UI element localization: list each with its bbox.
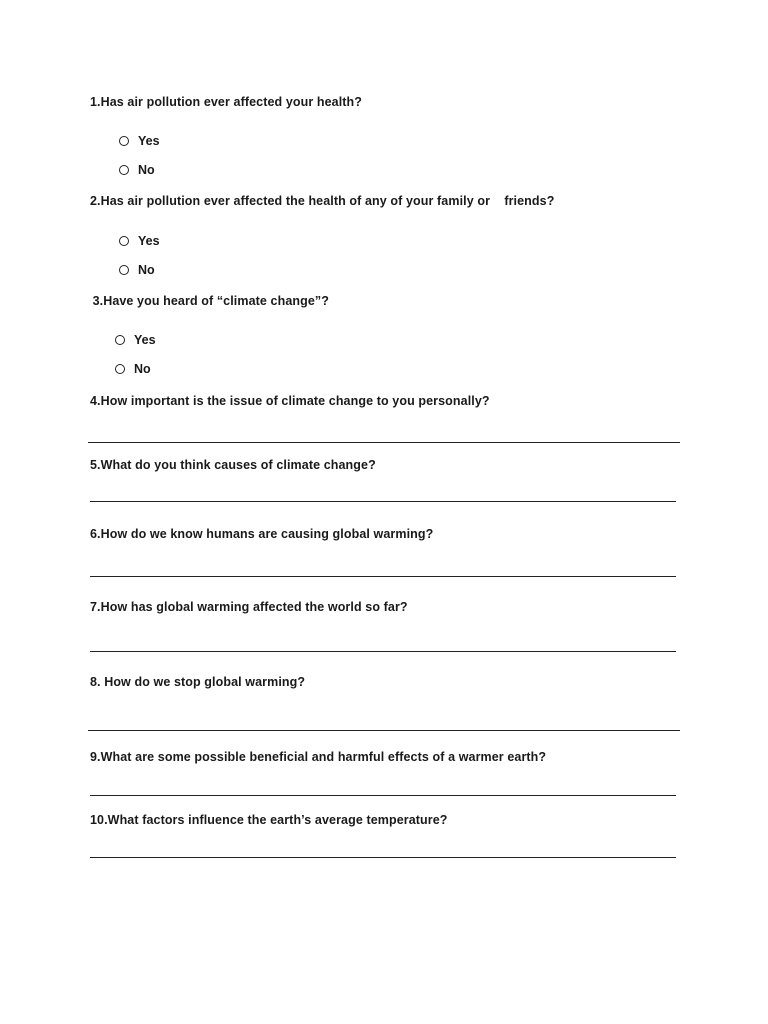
answer-line-q8[interactable] bbox=[88, 730, 680, 731]
question-8: 8. How do we stop global warming? bbox=[90, 675, 306, 689]
radio-button[interactable] bbox=[119, 165, 129, 175]
radio-button[interactable] bbox=[119, 265, 129, 275]
answer-line-q9[interactable] bbox=[90, 795, 676, 796]
question-5: 5.What do you think causes of climate change? bbox=[90, 458, 376, 472]
option-label: Yes bbox=[134, 333, 156, 347]
option-q1-no[interactable] bbox=[119, 163, 155, 177]
question-4: 4.How important is the issue of climate change to you personally? bbox=[90, 394, 490, 408]
option-q2-no[interactable] bbox=[119, 263, 155, 277]
question-10: 10.What factors influence the earth’s average temperature? bbox=[90, 813, 448, 827]
option-label: No bbox=[138, 163, 155, 177]
option-q2-yes[interactable] bbox=[119, 234, 160, 248]
option-label: Yes bbox=[138, 234, 160, 248]
radio-button[interactable] bbox=[115, 335, 125, 345]
option-label: No bbox=[138, 263, 155, 277]
question-3: 3.Have you heard of “climate change”? bbox=[89, 294, 329, 308]
answer-line-q5[interactable] bbox=[90, 501, 676, 502]
answer-line-q7[interactable] bbox=[90, 651, 676, 652]
option-label: No bbox=[134, 362, 151, 376]
radio-button[interactable] bbox=[115, 364, 125, 374]
option-q1-yes[interactable] bbox=[119, 134, 160, 148]
option-q3-no[interactable] bbox=[115, 362, 151, 376]
radio-button[interactable] bbox=[119, 136, 129, 146]
question-6: 6.How do we know humans are causing global warming? bbox=[90, 527, 434, 541]
answer-line-q4[interactable] bbox=[88, 442, 680, 443]
answer-line-q6[interactable] bbox=[90, 576, 676, 577]
radio-button[interactable] bbox=[119, 236, 129, 246]
question-2: 2.Has air pollution ever affected the health of any of your family or friends? bbox=[90, 194, 555, 208]
answer-line-q10[interactable] bbox=[90, 857, 676, 858]
option-q3-yes[interactable] bbox=[115, 333, 156, 347]
question-9: 9.What are some possible beneficial and harmful effects of a warmer earth? bbox=[90, 750, 547, 764]
question-7: 7.How has global warming affected the world so far? bbox=[90, 600, 408, 614]
question-1: 1.Has air pollution ever affected your health? bbox=[90, 95, 363, 109]
option-label: Yes bbox=[138, 134, 160, 148]
